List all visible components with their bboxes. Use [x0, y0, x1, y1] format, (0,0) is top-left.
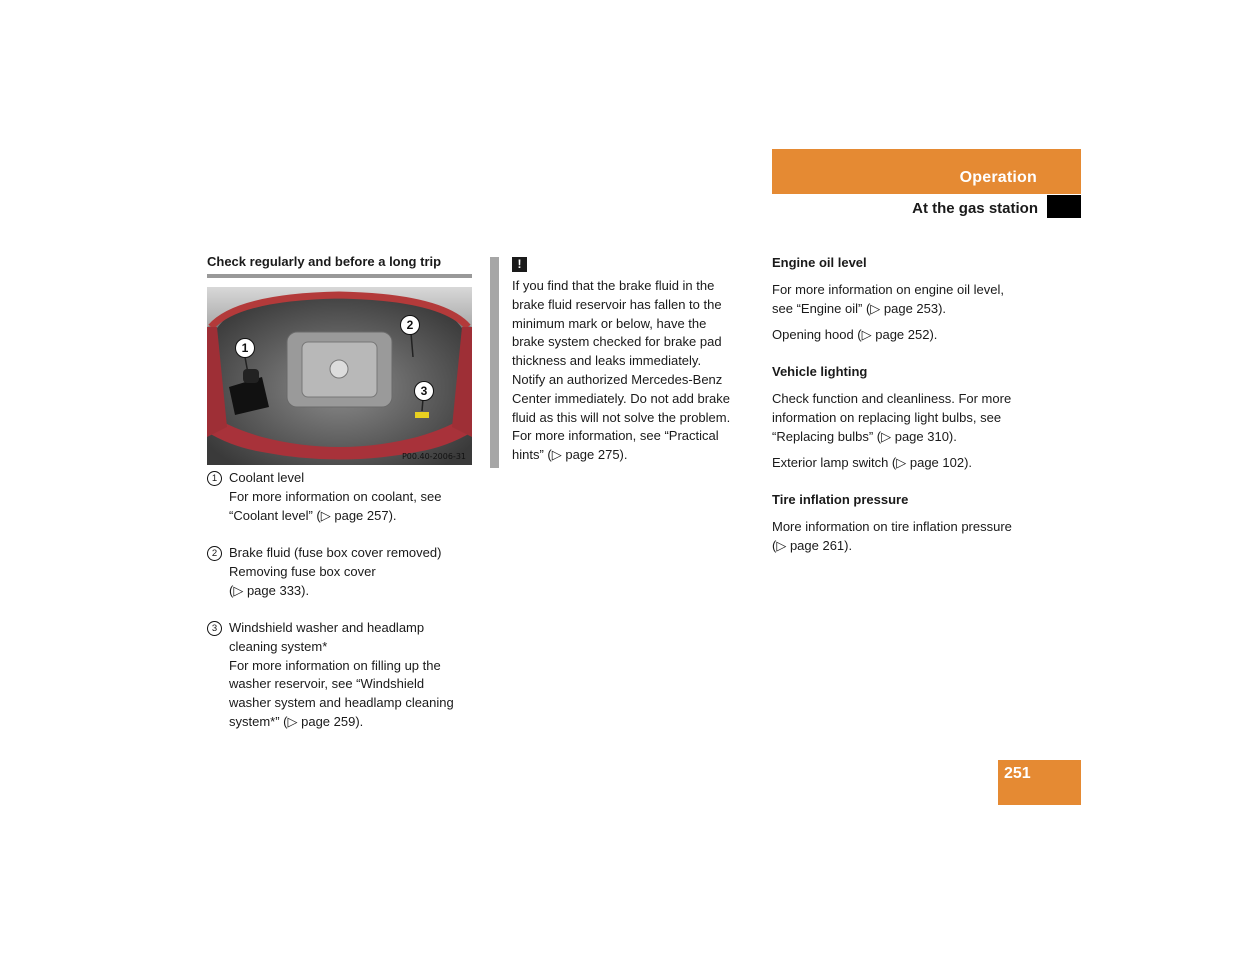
tire-pressure-heading: Tire inflation pressure: [772, 492, 909, 507]
text-line: More information on tire inflation pressure: [772, 519, 1012, 534]
legend-line: washer reservoir, see “Windshield: [229, 676, 425, 692]
vehicle-lighting-heading: Vehicle lighting: [772, 364, 868, 379]
warning-line: fluid as this will not solve the problem.: [512, 409, 731, 425]
legend-list: [207, 469, 477, 750]
subsection-title: At the gas station: [912, 200, 1038, 217]
text-line: “Replacing bulbs” (▷ page 310).: [772, 429, 957, 444]
warning-line: If you find that the brake fluid in the: [512, 278, 715, 293]
legend-line: Coolant level: [229, 470, 305, 485]
vehicle-lighting-text: [772, 389, 1047, 446]
engine-oil-text: [772, 280, 1047, 318]
checklist-details: [772, 254, 1047, 555]
warning-bar: [490, 257, 499, 468]
legend-line: Windshield washer and headlamp: [229, 619, 425, 635]
page-number-box: [998, 760, 1081, 805]
text-line: Check function and cleanliness. For more: [772, 391, 1012, 406]
figure-code: P00.40-2006-31: [401, 452, 466, 461]
legend-line: For more information on filling up the: [229, 657, 441, 673]
warning-line: minimum mark or below, have the: [512, 315, 707, 331]
legend-line: (▷ page 333).: [229, 582, 310, 598]
legend-number: 1: [207, 471, 222, 486]
legend-line: washer system and headlamp cleaning: [229, 695, 454, 711]
warning-line: hints” (▷ page 275).: [512, 447, 628, 463]
engine-oil-heading: Engine oil level: [772, 255, 867, 270]
text-line: For more information on engine oil level,: [772, 282, 1004, 297]
legend-number: 2: [207, 546, 222, 561]
text-line: see “Engine oil” (▷ page 253).: [772, 301, 947, 316]
page-number: 251: [1004, 765, 1031, 782]
callout-2: 2: [400, 315, 420, 335]
text-line: information on replacing light bulbs, see: [772, 410, 1002, 425]
legend-number: 3: [207, 621, 222, 636]
section-tab-marker: [1047, 195, 1081, 218]
checklist-heading: Check regularly and before a long trip: [207, 254, 472, 278]
tire-pressure-text: [772, 517, 1047, 555]
legend-line: cleaning system*: [229, 638, 328, 654]
warning-line: Notify an authorized Mercedes-Benz: [512, 371, 723, 387]
section-title: Operation: [959, 169, 1037, 186]
engine-bay-photo: [207, 287, 472, 465]
legend-line: “Coolant level” (▷ page 257).: [229, 507, 397, 523]
legend-item-brake-fluid: [207, 544, 477, 600]
warning-line: Center immediately. Do not add brake: [512, 390, 730, 406]
callout-3: 3: [414, 381, 434, 401]
warning-line: brake fluid reservoir has fallen to the: [512, 296, 722, 312]
exterior-lamp-ref: Exterior lamp switch (▷ page 102).: [772, 455, 973, 470]
warning-line: thickness and leaks immediately.: [512, 353, 702, 369]
legend-line: system*” (▷ page 259).: [229, 713, 364, 729]
legend-item-coolant: [207, 469, 477, 525]
section-header: [772, 149, 1081, 194]
engine-bay-illustration: [207, 287, 472, 465]
warning-icon: !: [512, 257, 527, 272]
warning-line: brake system checked for brake pad: [512, 334, 722, 350]
warning-text: [512, 277, 760, 465]
warning-line: For more information, see “Practical: [512, 428, 719, 444]
legend-line: Brake fluid (fuse box cover removed): [229, 544, 442, 560]
legend-line: Removing fuse box cover: [229, 563, 376, 579]
text-line: (▷ page 261).: [772, 538, 853, 553]
opening-hood-ref: Opening hood (▷ page 252).: [772, 327, 938, 342]
callout-1: 1: [235, 338, 255, 358]
legend-item-washer: [207, 619, 477, 732]
legend-line: For more information on coolant, see: [229, 488, 442, 504]
